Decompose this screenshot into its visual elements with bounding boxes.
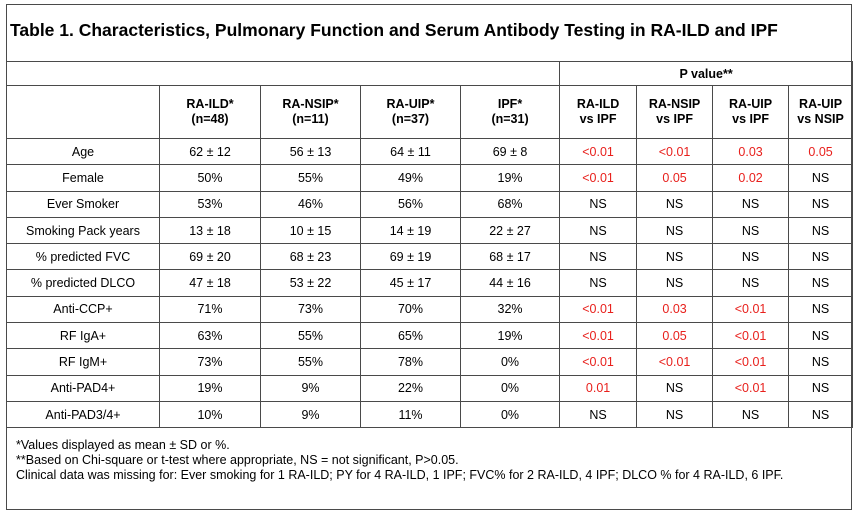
pvalue-cell: NS: [713, 217, 789, 243]
pvalue-header: P value**: [560, 62, 853, 86]
value-cell: 9%: [261, 401, 361, 427]
table-row: [7, 139, 853, 165]
value-cell: 68 ± 23: [261, 244, 361, 270]
value-cell: 11%: [361, 401, 461, 427]
value-cell: 69 ± 20: [160, 244, 261, 270]
row-label: Anti-CCP+: [7, 296, 160, 322]
row-label: Anti-PAD3/4+: [7, 401, 160, 427]
pvalue-cell: NS: [560, 244, 637, 270]
pvalue-cell: NS: [789, 244, 853, 270]
pvalue-cell: NS: [789, 375, 853, 401]
blank-header-cell: [7, 62, 560, 86]
column-header: [361, 86, 461, 139]
table-row: [7, 244, 853, 270]
value-cell: 32%: [461, 296, 560, 322]
pvalue-cell: NS: [560, 270, 637, 296]
column-header: [160, 86, 261, 139]
column-header-line1: IPF*: [497, 97, 523, 111]
column-header-line1: RA-ILD: [576, 97, 620, 111]
pvalue-cell: NS: [637, 217, 713, 243]
value-cell: 53%: [160, 191, 261, 217]
pvalue-cell: <0.01: [560, 323, 637, 349]
value-cell: 19%: [461, 323, 560, 349]
table-title: Table 1. Characteristics, Pulmonary Function and Serum Antibody Testing in RA-ILD and IPF: [10, 20, 778, 40]
pvalue-cell: 0.03: [713, 139, 789, 165]
pvalue-cell: NS: [789, 165, 853, 191]
value-cell: 56%: [361, 191, 461, 217]
column-header-line2: vs IPF: [656, 112, 693, 126]
table-row: [7, 165, 853, 191]
pvalue-cell: 0.05: [637, 323, 713, 349]
value-cell: 62 ± 12: [160, 139, 261, 165]
value-cell: 78%: [361, 349, 461, 375]
pvalue-cell: NS: [713, 401, 789, 427]
blank-corner-cell: [7, 86, 160, 139]
table-row: [7, 401, 853, 427]
pvalue-cell: <0.01: [637, 349, 713, 375]
value-cell: 47 ± 18: [160, 270, 261, 296]
table-row: [7, 349, 853, 375]
pvalue-cell: NS: [637, 244, 713, 270]
value-cell: 0%: [461, 349, 560, 375]
column-header-line2: vs IPF: [732, 112, 769, 126]
row-label: RF IgA+: [7, 323, 160, 349]
pvalue-cell: 0.03: [637, 296, 713, 322]
column-header: [789, 86, 853, 139]
value-cell: 56 ± 13: [261, 139, 361, 165]
column-header-line2: (n=48): [191, 112, 229, 126]
row-label: Smoking Pack years: [7, 217, 160, 243]
value-cell: 49%: [361, 165, 461, 191]
value-cell: 13 ± 18: [160, 217, 261, 243]
column-header-line1: RA-ILD*: [186, 97, 234, 111]
pvalue-cell: NS: [637, 375, 713, 401]
value-cell: 19%: [461, 165, 560, 191]
value-cell: 69 ± 19: [361, 244, 461, 270]
row-label: Age: [7, 139, 160, 165]
column-header: [261, 86, 361, 139]
column-header-line2: (n=37): [391, 112, 430, 126]
pvalue-cell: NS: [789, 270, 853, 296]
pvalue-cell: NS: [789, 349, 853, 375]
value-cell: 19%: [160, 375, 261, 401]
pvalue-cell: NS: [713, 191, 789, 217]
value-cell: 64 ± 11: [361, 139, 461, 165]
pvalue-cell: <0.01: [713, 323, 789, 349]
value-cell: 55%: [261, 323, 361, 349]
table-row: [7, 270, 853, 296]
pvalue-cell: <0.01: [560, 165, 637, 191]
row-label: Female: [7, 165, 160, 191]
pvalue-cell: <0.01: [713, 349, 789, 375]
footnote-line: *Values displayed as mean ± SD or %.: [16, 438, 230, 452]
pvalue-cell: <0.01: [560, 139, 637, 165]
value-cell: 53 ± 22: [261, 270, 361, 296]
pvalue-cell: NS: [713, 244, 789, 270]
value-cell: 73%: [160, 349, 261, 375]
table-row: [7, 191, 853, 217]
value-cell: 68 ± 17: [461, 244, 560, 270]
value-cell: 10 ± 15: [261, 217, 361, 243]
pvalue-cell: NS: [560, 401, 637, 427]
column-header-line2: vs NSIP: [797, 112, 844, 126]
pvalue-header-row: [7, 62, 853, 86]
pvalue-cell: NS: [637, 270, 713, 296]
value-cell: 55%: [261, 349, 361, 375]
pvalue-cell: NS: [713, 270, 789, 296]
column-header-line1: RA-UIP: [799, 97, 843, 111]
column-header: [461, 86, 560, 139]
column-header-line1: RA-UIP: [729, 97, 773, 111]
row-label: % predicted DLCO: [7, 270, 160, 296]
pvalue-cell: NS: [789, 191, 853, 217]
pvalue-cell: NS: [637, 401, 713, 427]
column-header: [637, 86, 713, 139]
pvalue-cell: <0.01: [713, 375, 789, 401]
column-header-line2: (n=11): [292, 112, 329, 126]
column-header-line1: RA-NSIP: [648, 97, 701, 111]
value-cell: 46%: [261, 191, 361, 217]
value-cell: 70%: [361, 296, 461, 322]
value-cell: 50%: [160, 165, 261, 191]
value-cell: 14 ± 19: [361, 217, 461, 243]
pvalue-cell: 0.05: [637, 165, 713, 191]
footnote-line: **Based on Chi-square or t-test where appropriate, NS = not significant, P>0.05.: [16, 453, 459, 467]
value-cell: 55%: [261, 165, 361, 191]
pvalue-cell: <0.01: [713, 296, 789, 322]
table-row: [7, 375, 853, 401]
row-label: RF IgM+: [7, 349, 160, 375]
table-row: [7, 296, 853, 322]
value-cell: 9%: [261, 375, 361, 401]
pvalue-cell: NS: [789, 401, 853, 427]
pvalue-cell: <0.01: [560, 349, 637, 375]
footnote-line: Clinical data was missing for: Ever smoking for 1 RA-ILD; PY for 4 RA-ILD, 1 IPF; FVC% for 2 RA-ILD, 4 IPF; DLCO % for 4 RA-ILD, 6 IPF.: [16, 468, 784, 482]
column-header-line1: RA-NSIP*: [282, 97, 339, 111]
row-label: Ever Smoker: [7, 191, 160, 217]
value-cell: 44 ± 16: [461, 270, 560, 296]
value-cell: 71%: [160, 296, 261, 322]
value-cell: 22 ± 27: [461, 217, 560, 243]
value-cell: 73%: [261, 296, 361, 322]
row-label: % predicted FVC: [7, 244, 160, 270]
value-cell: 65%: [361, 323, 461, 349]
value-cell: 10%: [160, 401, 261, 427]
pvalue-cell: 0.02: [713, 165, 789, 191]
pvalue-cell: 0.01: [560, 375, 637, 401]
pvalue-cell: NS: [789, 217, 853, 243]
column-header-line1: RA-UIP*: [386, 97, 435, 111]
pvalue-cell: NS: [789, 296, 853, 322]
value-cell: 0%: [461, 401, 560, 427]
column-header: [713, 86, 789, 139]
pvalue-cell: NS: [789, 323, 853, 349]
results-table: [6, 61, 853, 428]
column-header: [560, 86, 637, 139]
table-row: [7, 217, 853, 243]
pvalue-cell: <0.01: [637, 139, 713, 165]
value-cell: 0%: [461, 375, 560, 401]
pvalue-cell: NS: [560, 217, 637, 243]
value-cell: 63%: [160, 323, 261, 349]
value-cell: 69 ± 8: [461, 139, 560, 165]
value-cell: 22%: [361, 375, 461, 401]
pvalue-cell: NS: [637, 191, 713, 217]
footnotes: [16, 438, 842, 483]
pvalue-cell: 0.05: [789, 139, 853, 165]
table-body: [7, 62, 853, 428]
row-label: Anti-PAD4+: [7, 375, 160, 401]
pvalue-cell: <0.01: [560, 296, 637, 322]
column-header-line2: (n=31): [491, 112, 529, 126]
value-cell: 45 ± 17: [361, 270, 461, 296]
value-cell: 68%: [461, 191, 560, 217]
column-header-line2: vs IPF: [579, 112, 617, 126]
pvalue-cell: NS: [560, 191, 637, 217]
column-header-row: [7, 86, 853, 139]
table-row: [7, 323, 853, 349]
